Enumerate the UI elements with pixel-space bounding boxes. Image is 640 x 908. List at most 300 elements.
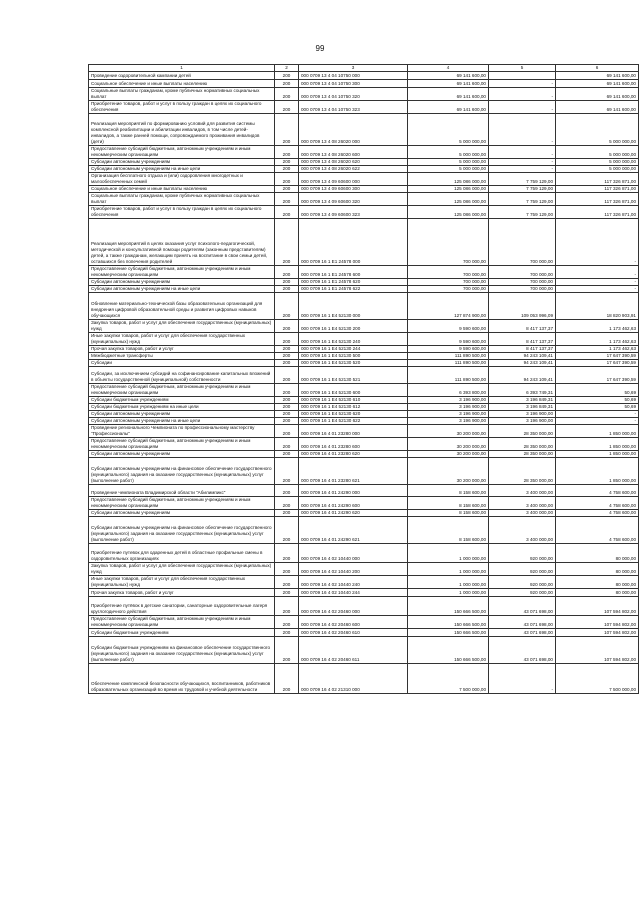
- row-code-cell: 200: [275, 293, 299, 320]
- row-name-cell: Прочая закупка товаров, работ и услуг: [89, 589, 275, 597]
- row-code-cell: 200: [275, 418, 299, 425]
- row-fact-cell: 3 400 000,00: [489, 517, 556, 544]
- row-rest-cell: -: [556, 418, 639, 425]
- table-row: [89, 485, 639, 497]
- budget-table: [88, 64, 639, 694]
- row-csr-cell: 000 0709 16 1 E4 52130 600: [299, 384, 408, 397]
- row-plan-cell: 69 141 600,00: [408, 101, 489, 114]
- row-name-cell: Организация бесплатного отдыха и (или) оздоровления многодетных и малообеспеченных семей: [89, 173, 275, 186]
- row-name-cell: Проведение оздоровительной кампании детей: [89, 72, 275, 80]
- row-code-cell: 200: [275, 425, 299, 438]
- row-csr-cell: 000 0709 16 4 01 23280 000: [299, 425, 408, 438]
- row-code-cell: 200: [275, 497, 299, 510]
- row-plan-cell: 69 141 600,00: [408, 88, 489, 101]
- row-fact-cell: 43 071 698,00: [489, 597, 556, 616]
- row-name-cell: Предоставление субсидий бюджетным, автономным учреждениям и иным некоммерческим организациям: [89, 616, 275, 629]
- row-code-cell: 200: [275, 166, 299, 173]
- row-code-cell: 200: [275, 664, 299, 694]
- row-fact-cell: 920 000,00: [489, 563, 556, 576]
- row-plan-cell: 1 000 000,00: [408, 563, 489, 576]
- row-csr-cell: 000 0709 16 4 02 20460 611: [299, 637, 408, 664]
- row-plan-cell: 111 890 500,00: [408, 353, 489, 360]
- row-csr-cell: 000 0709 16 4 02 10440 244: [299, 589, 408, 597]
- row-name-cell: Предоставление субсидий бюджетным, автономным учреждениям и иным некоммерческим организациям: [89, 384, 275, 397]
- row-name-cell: Социальные выплаты гражданам, кроме публичных нормативных социальных выплат: [89, 88, 275, 101]
- row-code-cell: 200: [275, 333, 299, 346]
- row-plan-cell: 111 890 500,00: [408, 360, 489, 367]
- row-csr-cell: 000 0709 13 4 04 10750 320: [299, 88, 408, 101]
- row-name-cell: Проведение регионального Чемпионата по профессиональному мастерству "Профессионалы": [89, 425, 275, 438]
- row-rest-cell: 5 000 000,00: [556, 159, 639, 166]
- row-fact-cell: 3 196 900,00: [489, 418, 556, 425]
- row-fact-cell: 3 196 900,00: [489, 411, 556, 418]
- row-csr-cell: 000 0709 16 1 E4 52130 622: [299, 418, 408, 425]
- row-csr-cell: 000 0709 16 1 E1 24578 600: [299, 266, 408, 279]
- row-rest-cell: 4 758 600,00: [556, 485, 639, 497]
- row-rest-cell: 1 173 462,63: [556, 333, 639, 346]
- row-rest-cell: 4 758 600,00: [556, 517, 639, 544]
- row-name-cell: Предоставление субсидий бюджетным, автономным учреждениям и иным некоммерческим организациям: [89, 266, 275, 279]
- row-code-cell: 200: [275, 72, 299, 80]
- row-code-cell: 200: [275, 616, 299, 629]
- row-rest-cell: 69 141 600,00: [556, 72, 639, 80]
- row-plan-cell: 1 000 000,00: [408, 544, 489, 563]
- row-fact-cell: 700 000,00: [489, 279, 556, 286]
- row-rest-cell: 1 173 462,63: [556, 320, 639, 333]
- row-csr-cell: 000 0709 13 4 08 26020 600: [299, 146, 408, 159]
- row-fact-cell: 700 000,00: [489, 266, 556, 279]
- row-plan-cell: 150 666 500,00: [408, 616, 489, 629]
- row-fact-cell: -: [489, 88, 556, 101]
- row-fact-cell: 43 071 698,00: [489, 637, 556, 664]
- row-csr-cell: 000 0709 16 1 E4 52130 244: [299, 346, 408, 353]
- table-row: [89, 266, 639, 279]
- row-name-cell: Субсидии автономным учреждениям на иные цели: [89, 166, 275, 173]
- table-row: [89, 193, 639, 206]
- row-rest-cell: 50,69: [556, 397, 639, 404]
- table-row: [89, 219, 639, 266]
- row-plan-cell: 8 158 600,00: [408, 485, 489, 497]
- table-row: [89, 664, 639, 694]
- table-row: [89, 173, 639, 186]
- row-name-cell: Проведение чемпионата Владимирской области "Абилимпикс": [89, 485, 275, 497]
- row-rest-cell: 50,69: [556, 404, 639, 411]
- row-csr-cell: 000 0709 13 4 08 26020 622: [299, 166, 408, 173]
- row-code-cell: 200: [275, 88, 299, 101]
- row-plan-cell: 6 393 800,00: [408, 384, 489, 397]
- row-name-cell: Субсидии автономным учреждениям на иные цели: [89, 286, 275, 293]
- table-row: [89, 576, 639, 589]
- row-name-cell: Субсидии автономным учреждениям на иные цели: [89, 418, 275, 425]
- row-rest-cell: 107 594 802,00: [556, 629, 639, 637]
- row-code-cell: 200: [275, 193, 299, 206]
- row-plan-cell: 125 086 000,00: [408, 186, 489, 193]
- table-row: [89, 510, 639, 517]
- row-csr-cell: 000 0709 13 4 04 10750 300: [299, 80, 408, 88]
- row-csr-cell: 000 0709 16 1 E1 24578 622: [299, 286, 408, 293]
- row-rest-cell: 4 758 600,00: [556, 510, 639, 517]
- row-plan-cell: 5 000 000,00: [408, 159, 489, 166]
- row-code-cell: 200: [275, 186, 299, 193]
- table-row: [89, 101, 639, 114]
- table-row: [89, 279, 639, 286]
- row-name-cell: Субсидии автономным учреждениям на финансовое обеспечение государственного (муниципального) задания на оказание государственных (муниципальных) услуг (выполнение работ): [89, 458, 275, 485]
- row-rest-cell: 69 141 600,00: [556, 88, 639, 101]
- row-rest-cell: 80 000,00: [556, 544, 639, 563]
- table-row: [89, 629, 639, 637]
- row-fact-cell: 3 400 000,00: [489, 510, 556, 517]
- row-fact-cell: 94 243 109,41: [489, 367, 556, 384]
- row-code-cell: 200: [275, 279, 299, 286]
- row-rest-cell: 5 000 000,00: [556, 146, 639, 159]
- row-csr-cell: 000 0709 16 4 02 21310 000: [299, 664, 408, 694]
- table-row: [89, 320, 639, 333]
- row-csr-cell: 000 0709 16 4 02 10440 200: [299, 563, 408, 576]
- row-plan-cell: 9 590 600,00: [408, 320, 489, 333]
- row-name-cell: Приобретение путёвок в детские санатории, санаторные оздоровительные лагеря круглогодичного действия: [89, 597, 275, 616]
- row-name-cell: Социальные выплаты гражданам, кроме публичных нормативных социальных выплат: [89, 193, 275, 206]
- row-csr-cell: 000 0709 16 4 01 23280 600: [299, 438, 408, 451]
- table-row: [89, 458, 639, 485]
- row-name-cell: Субсидии автономным учреждениям на финансовое обеспечение государственного (муниципального) задания на оказание государственных (муниципальных) услуг (выполнение работ): [89, 517, 275, 544]
- row-plan-cell: 8 158 600,00: [408, 510, 489, 517]
- row-fact-cell: 8 417 137,37: [489, 346, 556, 353]
- row-csr-cell: 000 0709 13 4 04 10750 000: [299, 72, 408, 80]
- row-name-cell: Субсидии автономным учреждениям: [89, 510, 275, 517]
- row-name-cell: Предоставление субсидий бюджетным, автономным учреждениям и иным некоммерческим организациям: [89, 497, 275, 510]
- row-fact-cell: 700 000,00: [489, 286, 556, 293]
- table-header-row: [89, 65, 639, 72]
- row-csr-cell: 000 0709 13 4 09 60600 000: [299, 173, 408, 186]
- row-rest-cell: 80 000,00: [556, 563, 639, 576]
- row-fact-cell: 28 350 000,00: [489, 425, 556, 438]
- row-fact-cell: -: [489, 80, 556, 88]
- row-fact-cell: 28 350 000,00: [489, 451, 556, 458]
- table-row: [89, 80, 639, 88]
- row-plan-cell: 700 000,00: [408, 286, 489, 293]
- table-row: [89, 497, 639, 510]
- row-code-cell: 200: [275, 517, 299, 544]
- row-name-cell: Обеспечение комплексной безопасности обучающихся, воспитанников, работников образовательных организаций во время их трудовой и учебной деятельности: [89, 664, 275, 694]
- row-rest-cell: 1 173 462,63: [556, 346, 639, 353]
- row-plan-cell: 9 590 600,00: [408, 346, 489, 353]
- row-code-cell: 200: [275, 114, 299, 146]
- row-csr-cell: 000 0709 16 4 01 24290 600: [299, 497, 408, 510]
- row-code-cell: 200: [275, 367, 299, 384]
- row-csr-cell: 000 0709 16 4 01 24290 620: [299, 510, 408, 517]
- table-row: [89, 286, 639, 293]
- row-rest-cell: 117 326 871,00: [556, 206, 639, 219]
- row-name-cell: Межбюджетные трансферты: [89, 353, 275, 360]
- row-name-cell: Иные закупки товаров, работ и услуг для обеспечения государственных (муниципальных) нужд: [89, 333, 275, 346]
- row-code-cell: 200: [275, 353, 299, 360]
- row-code-cell: 200: [275, 544, 299, 563]
- row-plan-cell: 700 000,00: [408, 266, 489, 279]
- row-plan-cell: 7 500 000,00: [408, 664, 489, 694]
- row-plan-cell: 30 200 000,00: [408, 425, 489, 438]
- row-plan-cell: 700 000,00: [408, 219, 489, 266]
- row-fact-cell: 920 000,00: [489, 589, 556, 597]
- table-row: [89, 589, 639, 597]
- row-code-cell: 200: [275, 384, 299, 397]
- row-rest-cell: -: [556, 279, 639, 286]
- row-code-cell: 200: [275, 451, 299, 458]
- table-row: [89, 166, 639, 173]
- row-plan-cell: 30 200 000,00: [408, 438, 489, 451]
- row-rest-cell: 1 850 000,00: [556, 425, 639, 438]
- row-name-cell: Социальное обеспечение и иные выплаты населению: [89, 80, 275, 88]
- row-plan-cell: 111 890 500,00: [408, 367, 489, 384]
- table-row: [89, 88, 639, 101]
- row-code-cell: 200: [275, 146, 299, 159]
- row-rest-cell: 117 326 871,00: [556, 173, 639, 186]
- row-csr-cell: 000 0709 13 4 04 10750 323: [299, 101, 408, 114]
- row-code-cell: 200: [275, 589, 299, 597]
- row-fact-cell: -: [489, 146, 556, 159]
- header-cell: 3: [299, 65, 408, 72]
- row-csr-cell: 000 0709 16 4 02 20460 610: [299, 629, 408, 637]
- row-name-cell: Субсидии бюджетным учреждениям: [89, 629, 275, 637]
- row-fact-cell: -: [489, 159, 556, 166]
- table-row: [89, 384, 639, 397]
- row-fact-cell: 109 053 996,09: [489, 293, 556, 320]
- row-plan-cell: 5 000 000,00: [408, 166, 489, 173]
- row-csr-cell: 000 0709 16 4 01 24290 000: [299, 485, 408, 497]
- row-csr-cell: 000 0709 16 1 E4 52130 520: [299, 360, 408, 367]
- row-name-cell: Закупка товаров, работ и услуг для обеспечения государственных (муниципальных) нужд: [89, 563, 275, 576]
- row-name-cell: Приобретение путевок для одаренных детей в областные профильные смены в оздоровительных организациях: [89, 544, 275, 563]
- table-row: [89, 114, 639, 146]
- row-csr-cell: 000 0709 16 1 E4 52130 500: [299, 353, 408, 360]
- row-rest-cell: 5 000 000,00: [556, 114, 639, 146]
- row-csr-cell: 000 0709 16 1 E4 52130 200: [299, 320, 408, 333]
- row-fact-cell: -: [489, 664, 556, 694]
- table-row: [89, 438, 639, 451]
- row-code-cell: 200: [275, 597, 299, 616]
- row-name-cell: Субсидии автономным учреждениям: [89, 451, 275, 458]
- row-plan-cell: 69 141 600,00: [408, 80, 489, 88]
- table-row: [89, 451, 639, 458]
- table-row: [89, 206, 639, 219]
- page-number: 99: [315, 44, 325, 53]
- row-code-cell: 200: [275, 510, 299, 517]
- row-code-cell: 200: [275, 404, 299, 411]
- table-row: [89, 367, 639, 384]
- row-code-cell: 200: [275, 206, 299, 219]
- row-rest-cell: 80 000,00: [556, 589, 639, 597]
- row-fact-cell: 7 759 129,00: [489, 173, 556, 186]
- row-rest-cell: 17 647 390,59: [556, 360, 639, 367]
- row-name-cell: Субсидии: [89, 360, 275, 367]
- row-code-cell: 200: [275, 219, 299, 266]
- row-code-cell: 200: [275, 80, 299, 88]
- row-plan-cell: 5 000 000,00: [408, 114, 489, 146]
- row-code-cell: 200: [275, 360, 299, 367]
- row-rest-cell: 117 326 871,00: [556, 186, 639, 193]
- row-plan-cell: 150 666 500,00: [408, 637, 489, 664]
- row-csr-cell: 000 0709 16 1 E4 52130 612: [299, 404, 408, 411]
- row-fact-cell: 28 350 000,00: [489, 438, 556, 451]
- table-row: [89, 637, 639, 664]
- row-csr-cell: 000 0709 16 4 02 10440 000: [299, 544, 408, 563]
- row-csr-cell: 000 0709 16 1 E4 52130 610: [299, 397, 408, 404]
- row-fact-cell: 28 350 000,00: [489, 458, 556, 485]
- row-code-cell: 200: [275, 563, 299, 576]
- row-name-cell: Обновление материально-технической базы образовательных организаций для внедрения цифровой образовательной среды и развития цифровых навыков обучающихся: [89, 293, 275, 320]
- row-name-cell: Субсидии автономным учреждениям: [89, 159, 275, 166]
- row-code-cell: 200: [275, 637, 299, 664]
- row-fact-cell: 920 000,00: [489, 576, 556, 589]
- table-row: [89, 397, 639, 404]
- row-name-cell: Реализация мероприятий в целях оказания услуг психолого-педагогической, методической и консультативной помощи родителям (законным представителям) детей, а также гражданам, желающим принять на воспитание в свои семьи детей, оставшихся без попечения родителей: [89, 219, 275, 266]
- row-code-cell: 200: [275, 101, 299, 114]
- row-fact-cell: 94 243 109,41: [489, 360, 556, 367]
- row-fact-cell: 43 071 698,00: [489, 629, 556, 637]
- row-name-cell: Субсидии бюджетным учреждениям на финансовое обеспечение государственного (муниципального) задания на оказание государственных (муниципальных) услуг (выполнение работ): [89, 637, 275, 664]
- row-fact-cell: 700 000,00: [489, 219, 556, 266]
- row-fact-cell: 94 243 109,41: [489, 353, 556, 360]
- row-fact-cell: 3 400 000,00: [489, 485, 556, 497]
- row-code-cell: 200: [275, 438, 299, 451]
- row-rest-cell: 18 820 903,91: [556, 293, 639, 320]
- row-code-cell: 200: [275, 286, 299, 293]
- row-name-cell: Субсидии, за исключением субсидий на софинансирование капитальных вложений в объекты государственной (муниципальной) собственности: [89, 367, 275, 384]
- row-rest-cell: -: [556, 219, 639, 266]
- header-cell: 4: [408, 65, 489, 72]
- row-csr-cell: 000 0709 16 4 01 24290 621: [299, 517, 408, 544]
- row-fact-cell: -: [489, 114, 556, 146]
- row-rest-cell: 17 647 390,59: [556, 353, 639, 360]
- row-csr-cell: 000 0709 16 1 E4 52130 620: [299, 411, 408, 418]
- row-code-cell: 200: [275, 320, 299, 333]
- row-code-cell: 200: [275, 266, 299, 279]
- row-rest-cell: 107 594 802,00: [556, 616, 639, 629]
- row-rest-cell: 80 000,00: [556, 576, 639, 589]
- row-plan-cell: 125 086 000,00: [408, 193, 489, 206]
- table-row: [89, 293, 639, 320]
- table-row: [89, 425, 639, 438]
- row-name-cell: Субсидии бюджетным учреждениям: [89, 397, 275, 404]
- table-row: [89, 346, 639, 353]
- table-row: [89, 72, 639, 80]
- row-plan-cell: 8 158 600,00: [408, 497, 489, 510]
- row-code-cell: 200: [275, 576, 299, 589]
- row-fact-cell: -: [489, 101, 556, 114]
- row-rest-cell: 117 326 871,00: [556, 193, 639, 206]
- row-plan-cell: 1 000 000,00: [408, 576, 489, 589]
- row-fact-cell: 8 417 137,37: [489, 320, 556, 333]
- row-plan-cell: 3 196 900,00: [408, 418, 489, 425]
- row-csr-cell: 000 0709 13 4 09 60600 320: [299, 193, 408, 206]
- header-cell: 6: [556, 65, 639, 72]
- row-code-cell: 200: [275, 159, 299, 166]
- row-rest-cell: 7 500 000,00: [556, 664, 639, 694]
- row-plan-cell: 30 200 000,00: [408, 451, 489, 458]
- row-code-cell: 200: [275, 173, 299, 186]
- table-row: [89, 563, 639, 576]
- row-name-cell: Иные закупки товаров, работ и услуг для обеспечения государственных (муниципальных) нужд: [89, 576, 275, 589]
- row-plan-cell: 9 590 600,00: [408, 333, 489, 346]
- row-plan-cell: 125 086 000,00: [408, 173, 489, 186]
- row-csr-cell: 000 0709 13 4 08 26020 620: [299, 159, 408, 166]
- row-plan-cell: 8 158 600,00: [408, 517, 489, 544]
- table-body: [89, 65, 639, 694]
- row-rest-cell: 69 141 600,00: [556, 80, 639, 88]
- row-csr-cell: 000 0709 16 4 01 23280 620: [299, 451, 408, 458]
- row-code-cell: 200: [275, 411, 299, 418]
- row-fact-cell: 43 071 698,00: [489, 616, 556, 629]
- row-name-cell: Закупка товаров, работ и услуг для обеспечения государственных (муниципальных) нужд: [89, 320, 275, 333]
- row-csr-cell: 000 0709 13 4 09 60600 323: [299, 206, 408, 219]
- row-name-cell: Субсидии бюджетным учреждениям на иные цели: [89, 404, 275, 411]
- row-csr-cell: 000 0709 16 1 E1 24578 620: [299, 279, 408, 286]
- row-csr-cell: 000 0709 16 1 E1 24578 000: [299, 219, 408, 266]
- row-plan-cell: 3 196 900,00: [408, 397, 489, 404]
- row-plan-cell: 3 196 900,00: [408, 404, 489, 411]
- row-name-cell: Субсидии автономным учреждениям: [89, 279, 275, 286]
- row-plan-cell: 127 874 900,00: [408, 293, 489, 320]
- row-fact-cell: 3 196 849,31: [489, 397, 556, 404]
- row-plan-cell: 700 000,00: [408, 279, 489, 286]
- row-fact-cell: 3 196 849,31: [489, 404, 556, 411]
- row-plan-cell: 30 200 000,00: [408, 458, 489, 485]
- row-csr-cell: 000 0709 16 1 E4 52130 521: [299, 367, 408, 384]
- row-fact-cell: 7 759 129,00: [489, 186, 556, 193]
- row-csr-cell: 000 0709 16 4 02 20460 600: [299, 616, 408, 629]
- row-csr-cell: 000 0709 16 4 02 10440 240: [299, 576, 408, 589]
- table-row: [89, 517, 639, 544]
- row-csr-cell: 000 0709 16 4 01 23280 621: [299, 458, 408, 485]
- row-plan-cell: 5 000 000,00: [408, 146, 489, 159]
- table-row: [89, 411, 639, 418]
- row-code-cell: 200: [275, 346, 299, 353]
- row-name-cell: Социальное обеспечение и иные выплаты населению: [89, 186, 275, 193]
- row-name-cell: Предоставление субсидий бюджетным, автономным учреждениям и иным некоммерческим организациям: [89, 438, 275, 451]
- row-plan-cell: 150 666 500,00: [408, 597, 489, 616]
- row-fact-cell: 3 400 000,00: [489, 497, 556, 510]
- table-row: [89, 159, 639, 166]
- row-rest-cell: 1 850 000,00: [556, 451, 639, 458]
- row-csr-cell: 000 0709 13 4 08 26020 000: [299, 114, 408, 146]
- row-fact-cell: 7 759 129,00: [489, 206, 556, 219]
- row-rest-cell: 1 850 000,00: [556, 438, 639, 451]
- row-rest-cell: 50,69: [556, 384, 639, 397]
- row-plan-cell: 3 196 900,00: [408, 411, 489, 418]
- table-row: [89, 404, 639, 411]
- row-name-cell: Субсидии автономным учреждениям: [89, 411, 275, 418]
- row-name-cell: Приобретение товаров, работ и услуг в пользу граждан в целях их социального обеспечения: [89, 101, 275, 114]
- row-rest-cell: 1 850 000,00: [556, 458, 639, 485]
- table-row: [89, 146, 639, 159]
- row-rest-cell: 17 647 390,59: [556, 367, 639, 384]
- table-row: [89, 353, 639, 360]
- row-rest-cell: 69 141 600,00: [556, 101, 639, 114]
- row-code-cell: 200: [275, 397, 299, 404]
- row-code-cell: 200: [275, 458, 299, 485]
- header-cell: 1: [89, 65, 275, 72]
- row-plan-cell: 1 000 000,00: [408, 589, 489, 597]
- row-code-cell: 200: [275, 629, 299, 637]
- row-code-cell: 200: [275, 485, 299, 497]
- row-fact-cell: [489, 72, 556, 80]
- table-row: [89, 186, 639, 193]
- header-cell: 2: [275, 65, 299, 72]
- row-csr-cell: 000 0709 16 1 E4 52130 240: [299, 333, 408, 346]
- row-name-cell: Реализация мероприятий по формированию условий для развития системы комплексной реабилитации и абилитации инвалидов, в том числе детей-инвалидов, а также ранней помощи, сопровождаемого проживания инвалидов (дети): [89, 114, 275, 146]
- row-rest-cell: 5 000 000,00: [556, 166, 639, 173]
- table-row: [89, 544, 639, 563]
- row-name-cell: Прочая закупка товаров, работ и услуг: [89, 346, 275, 353]
